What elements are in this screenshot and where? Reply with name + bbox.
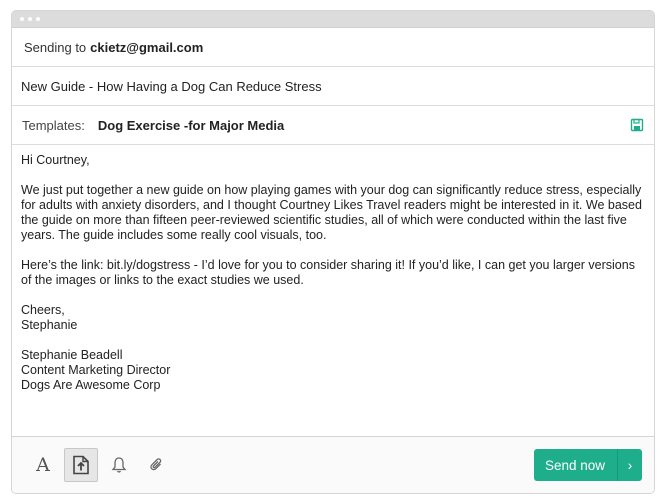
signoff: [21, 303, 645, 333]
text-format-button[interactable]: [26, 448, 60, 482]
templates-label: Templates:: [22, 117, 85, 133]
body-paragraph-1: We just put together a new guide on how playing games with your dog can significantly reduce stress, especially for adults with anxiety disorders, and I thought Courtney Likes Travel readers might be interested in it. We based the guide on more than fifteen peer-reviewed scientific studies, all of which were conducted within the last five years. The guide includes some really cool visuals, too.: [21, 183, 642, 242]
save-template-icon[interactable]: [630, 118, 644, 132]
paperclip-icon: [149, 457, 165, 473]
template-selector[interactable]: Dog Exercise -for Major Media: [97, 117, 285, 133]
recipient-row[interactable]: [12, 28, 654, 67]
greeting: Hi Courtney,: [21, 153, 90, 167]
body-paragraph-2: Here’s the link: bit.ly/dogstress - I’d love for you to consider sharing it! If you’d like, I can get you larger versions of the images or links to the exact studies we used.: [21, 258, 635, 287]
window-dot: [20, 17, 24, 21]
send-options-chevron-icon[interactable]: ›: [617, 449, 642, 481]
window-titlebar: [12, 11, 654, 28]
signature-title: Content Marketing Director: [21, 363, 171, 377]
signoff-name: Stephanie: [21, 318, 78, 332]
signoff-line: Cheers,: [21, 303, 65, 317]
send-now-label: Send now: [544, 457, 605, 473]
send-now-button[interactable]: [534, 449, 642, 481]
message-body[interactable]: [12, 145, 654, 437]
document-upload-icon: [72, 455, 90, 475]
subject-field[interactable]: New Guide - How Having a Dog Can Reduce Stress: [12, 67, 654, 106]
signature-company: Dogs Are Awesome Corp: [21, 378, 161, 392]
text-format-icon: A: [36, 454, 50, 476]
compose-window: [11, 10, 655, 494]
bell-icon: [111, 456, 127, 474]
templates-row: [12, 106, 654, 145]
attach-button[interactable]: [140, 448, 174, 482]
signature-name: Stephanie Beadell: [21, 348, 123, 362]
window-dot: [28, 17, 32, 21]
insert-template-button[interactable]: [64, 448, 98, 482]
compose-toolbar: [12, 436, 654, 493]
recipient-prefix: Sending to: [24, 39, 87, 55]
reminder-button[interactable]: [102, 448, 136, 482]
window-dot: [36, 17, 40, 21]
recipient-email: ckietz@gmail.com: [90, 39, 204, 55]
signature: [21, 348, 645, 393]
